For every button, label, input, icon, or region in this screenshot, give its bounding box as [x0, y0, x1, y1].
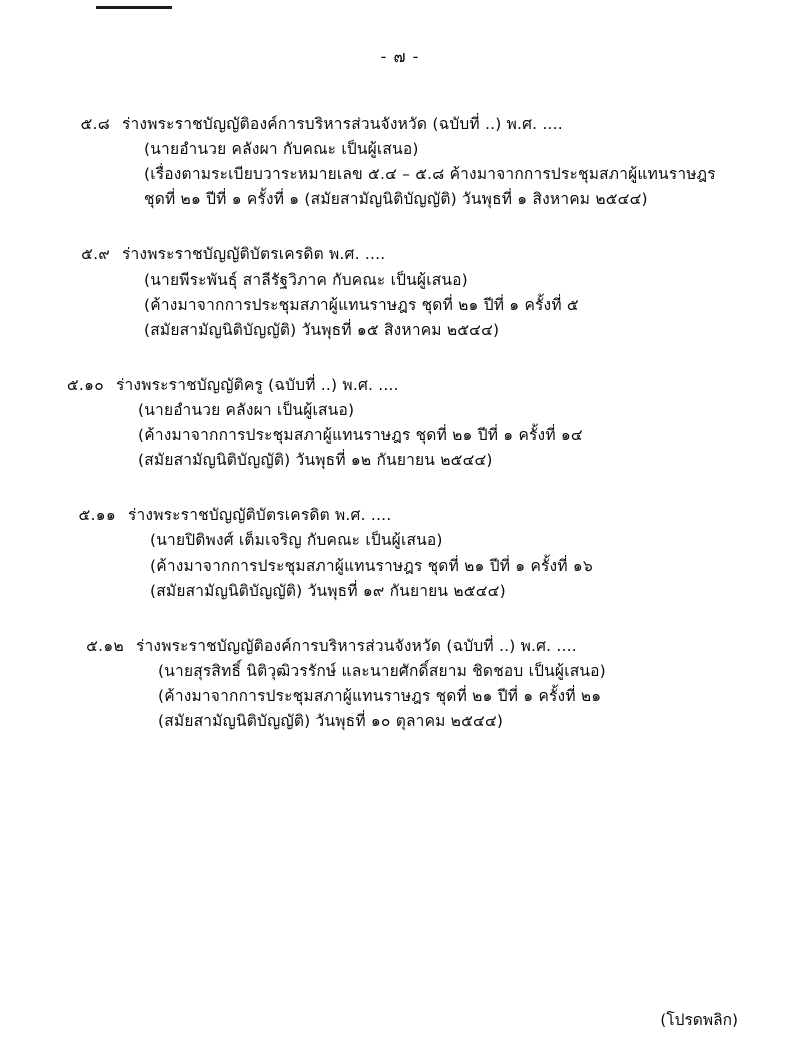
agenda-item-proposer: (นายอำนวย คลังผา กับคณะ เป็นผู้เสนอ) — [144, 140, 419, 159]
agenda-item-number: ๕.๘ — [80, 115, 110, 133]
agenda-item-note-line-2: (สมัยสามัญนิติบัญญัติ) วันพุธที่ ๑๕ สิงหาคม ๒๕๔๔) — [144, 320, 500, 339]
agenda-item — [0, 373, 800, 473]
agenda-item-note-line-2: (สมัยสามัญนิติบัญญัติ) วันพุธที่ ๑๐ ตุลาคม ๒๕๔๔) — [158, 712, 504, 731]
agenda-item-note-line-2: (สมัยสามัญนิติบัญญัติ) วันพุธที่ ๑๙ กันยายน ๒๕๔๔) — [150, 581, 506, 600]
agenda-item-number: ๕.๑๑ — [78, 506, 116, 525]
agenda-item-proposer: (นายพีระพันธุ์ สาลีรัฐวิภาค กับคณะ เป็นผู้เสนอ) — [144, 270, 468, 289]
agenda-item-title: ร่างพระราชบัญญัติองค์การบริหารส่วนจังหวัด (ฉบับที่ ..) พ.ศ. .... — [122, 115, 563, 133]
agenda-item-number: ๕.๑๐ — [66, 375, 104, 394]
agenda-item-proposer: (นายสุรสิทธิ์ นิติวุฒิวรรักษ์ และนายศักดิ์สยาม ชิดชอบ เป็นผู้เสนอ) — [158, 661, 606, 680]
agenda-item-title: ร่างพระราชบัญญัติองค์การบริหารส่วนจังหวัด (ฉบับที่ ..) พ.ศ. .... — [136, 636, 577, 655]
agenda-item-body — [104, 373, 800, 473]
agenda-item-number: ๕.๑๒ — [86, 636, 124, 655]
scan-artifact-mark — [96, 6, 172, 9]
agenda-item-proposer: (นายปิติพงศ์ เต็มเจริญ กับคณะ เป็นผู้เสนอ) — [150, 531, 443, 550]
agenda-item-list — [0, 112, 800, 760]
agenda-item — [0, 634, 800, 734]
agenda-item-note-line-1: (ค้างมาจากการประชุมสภาผู้แทนราษฎร ชุดที่ ๒๑ ปีที่ ๑ ครั้งที่ ๒๑ — [158, 686, 602, 705]
agenda-item-title: ร่างพระราชบัญญัติบัตรเครดิต พ.ศ. .... — [122, 245, 386, 264]
agenda-item-body — [116, 503, 800, 603]
agenda-item-note-line-1: (เรื่องตามระเบียบวาระหมายเลข ๕.๔ – ๕.๘ ค้างมาจากการประชุมสภาผู้แทนราษฎร — [144, 165, 716, 184]
agenda-item-note-line-1: (ค้างมาจากการประชุมสภาผู้แทนราษฎร ชุดที่ ๒๑ ปีที่ ๑ ครั้งที่ ๑๔ — [138, 426, 583, 445]
agenda-item-note-line-1: (ค้างมาจากการประชุมสภาผู้แทนราษฎร ชุดที่ ๒๑ ปีที่ ๑ ครั้งที่ ๑๖ — [150, 556, 593, 575]
agenda-item-body — [124, 634, 800, 734]
page-number: - ๗ - — [380, 47, 420, 66]
agenda-item-title: ร่างพระราชบัญญัติครู (ฉบับที่ ..) พ.ศ. .... — [116, 375, 399, 394]
agenda-item — [0, 112, 800, 212]
agenda-item-proposer: (นายอำนวย คลังผา เป็นผู้เสนอ) — [138, 400, 355, 419]
agenda-item-number: ๕.๙ — [81, 245, 110, 264]
agenda-item-title: ร่างพระราชบัญญัติบัตรเครดิต พ.ศ. .... — [128, 506, 392, 525]
turn-page-note: (โปรดพลิก) — [660, 1011, 738, 1029]
agenda-item-body — [110, 112, 800, 212]
agenda-item-note-line-1: (ค้างมาจากการประชุมสภาผู้แทนราษฎร ชุดที่ ๒๑ ปีที่ ๑ ครั้งที่ ๕ — [144, 295, 579, 314]
agenda-item-body — [110, 242, 800, 342]
agenda-item — [0, 503, 800, 603]
agenda-item — [0, 242, 800, 342]
agenda-item-note-line-2: ชุดที่ ๒๑ ปีที่ ๑ ครั้งที่ ๑ (สมัยสามัญนิติบัญญัติ) วันพุธที่ ๑ สิงหาคม ๒๕๔๔) — [144, 190, 648, 209]
agenda-item-note-line-2: (สมัยสามัญนิติบัญญัติ) วันพุธที่ ๑๒ กันยายน ๒๕๔๔) — [138, 451, 493, 470]
